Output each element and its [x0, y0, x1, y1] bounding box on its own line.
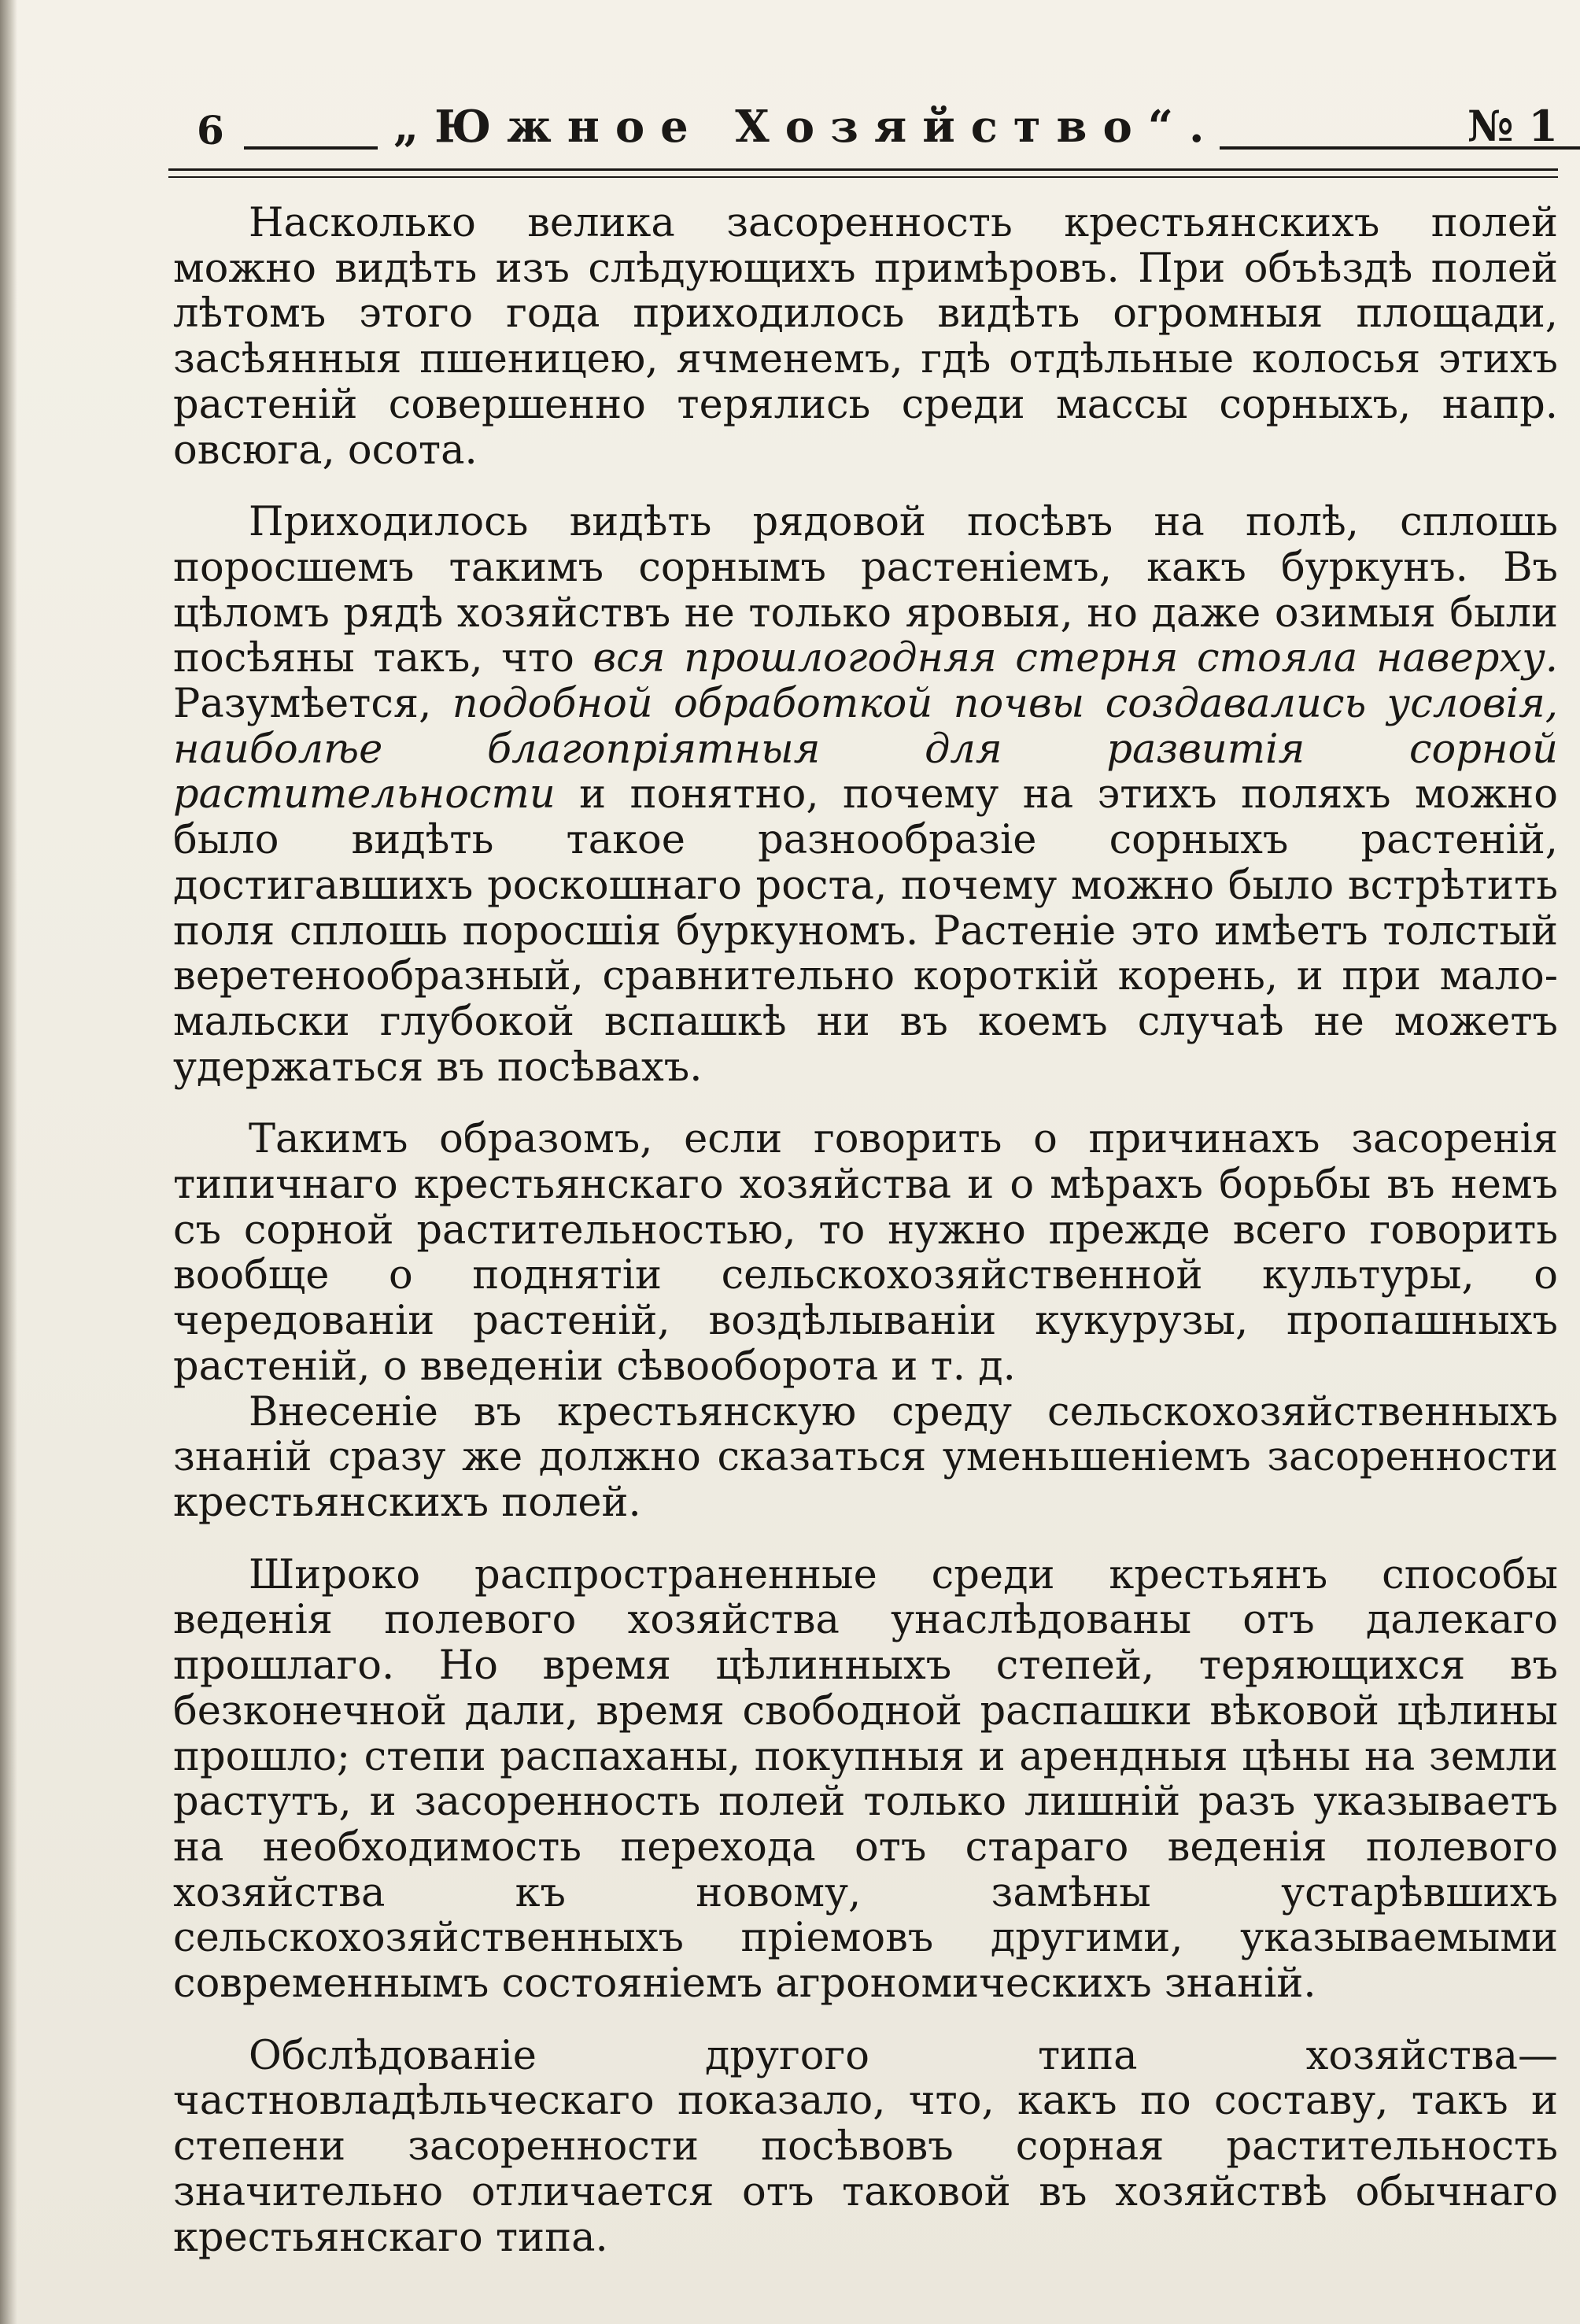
paragraph-1: Насколько велика засоренность крестьянскихъ полей можно видѣть изъ слѣдующихъ примѣровъ. При объѣздѣ полей лѣтомъ этого года приходилось видѣть огромныя площади, засѣянныя пшеницею, ячменемъ, гдѣ отдѣльные колосья этихъ растеній совершенно терялись среди массы сорныхъ, напр. овсюга, осота.	[173, 200, 1558, 474]
header-rule-left	[244, 146, 378, 150]
paragraph-3: Такимъ образомъ, если говорить о причинахъ засоренія типичнаго крестьянскаго хозяйства и о мѣрахъ борьбы въ немъ съ сорной растительностью, то нужно прежде всего говорить вообще о поднятіи сельскохозяйственной культуры, о чередованіи растеній, воздѣлываніи кукурузы, пропашныхъ растеній, о введеніи сѣвооборота и т. д.	[173, 1116, 1558, 1390]
paragraph-2-part-1: Приходилось видѣть рядовой посѣвъ на полѣ, сплошь поросшемъ такимъ сорнымъ растеніемъ, какъ буркунъ. Въ цѣломъ рядѣ хозяйствъ не только яровыя, но даже озимыя были посѣяны такъ, что	[173, 499, 1558, 682]
paragraph-2-part-3: и понятно, почему на этихъ поляхъ можно было видѣть такое разнообразіе сорныхъ растеній, достигавшихъ роскошнаго роста, почему можно было встрѣтить поля сплошь поросшія буркуномъ. Растеніе это имѣетъ толстый веретенообразный, сравнительно короткій корень, и при мало-мальски глубокой вспашкѣ ни въ коемъ случаѣ не можетъ удержаться въ посѣвахъ.	[173, 771, 1558, 1091]
issue-number: № 1	[1467, 101, 1558, 151]
paragraph-5: Широко распространенные среди крестьянъ способы веденія полевого хозяйства унаслѣдованы отъ далекаго прошлаго. Но время цѣлинныхъ степей, теряющихся въ безконечной дали, время свободной распашки вѣковой цѣлины прошло; степи распаханы, покупныя и арендныя цѣны на земли растутъ, и засоренность полей только лишній разъ указываетъ на необходимость перехода отъ стараго веденія полевого хозяйства къ новому, замѣны устарѣвшихъ сельскохозяйственныхъ пріемовъ другими, указываемыми современнымъ состояніемъ агрономическихъ знаній.	[173, 1551, 1558, 2008]
page-binding-edge	[0, 0, 17, 2324]
paragraph-2-italic-1: вся прошлогодняя стерня стояла наверху.	[592, 635, 1559, 682]
paragraph-6: Обслѣдованіе другого типа хозяйства—частновладѣльческаго показало, что, какъ по составу, такъ и степени засоренности посѣвовъ сорная растительность значительно отличается отъ таковой въ хозяйствѣ обычнаго крестьянскаго типа.	[173, 2032, 1558, 2261]
running-header	[197, 101, 1558, 164]
paragraph-2-part-2: Разумѣется,	[173, 681, 432, 728]
paragraph-2	[173, 500, 1558, 1090]
page-number: 6	[197, 107, 224, 153]
paragraph-4: Внесеніе въ крестьянскую среду сельскохозяйственныхъ знаній сразу же должно сказаться уменьшеніемъ засоренности крестьянскихъ полей.	[173, 1388, 1558, 1526]
paragraph-2-italic-2: подобной обработкой почвы создавались условія, наиболѣе благопріятныя для развитія сорной растительности	[173, 681, 1558, 818]
header-double-rule	[168, 168, 1558, 178]
journal-title: „Южное Хозяйство“.	[393, 101, 1220, 153]
article-body	[173, 201, 1558, 2260]
